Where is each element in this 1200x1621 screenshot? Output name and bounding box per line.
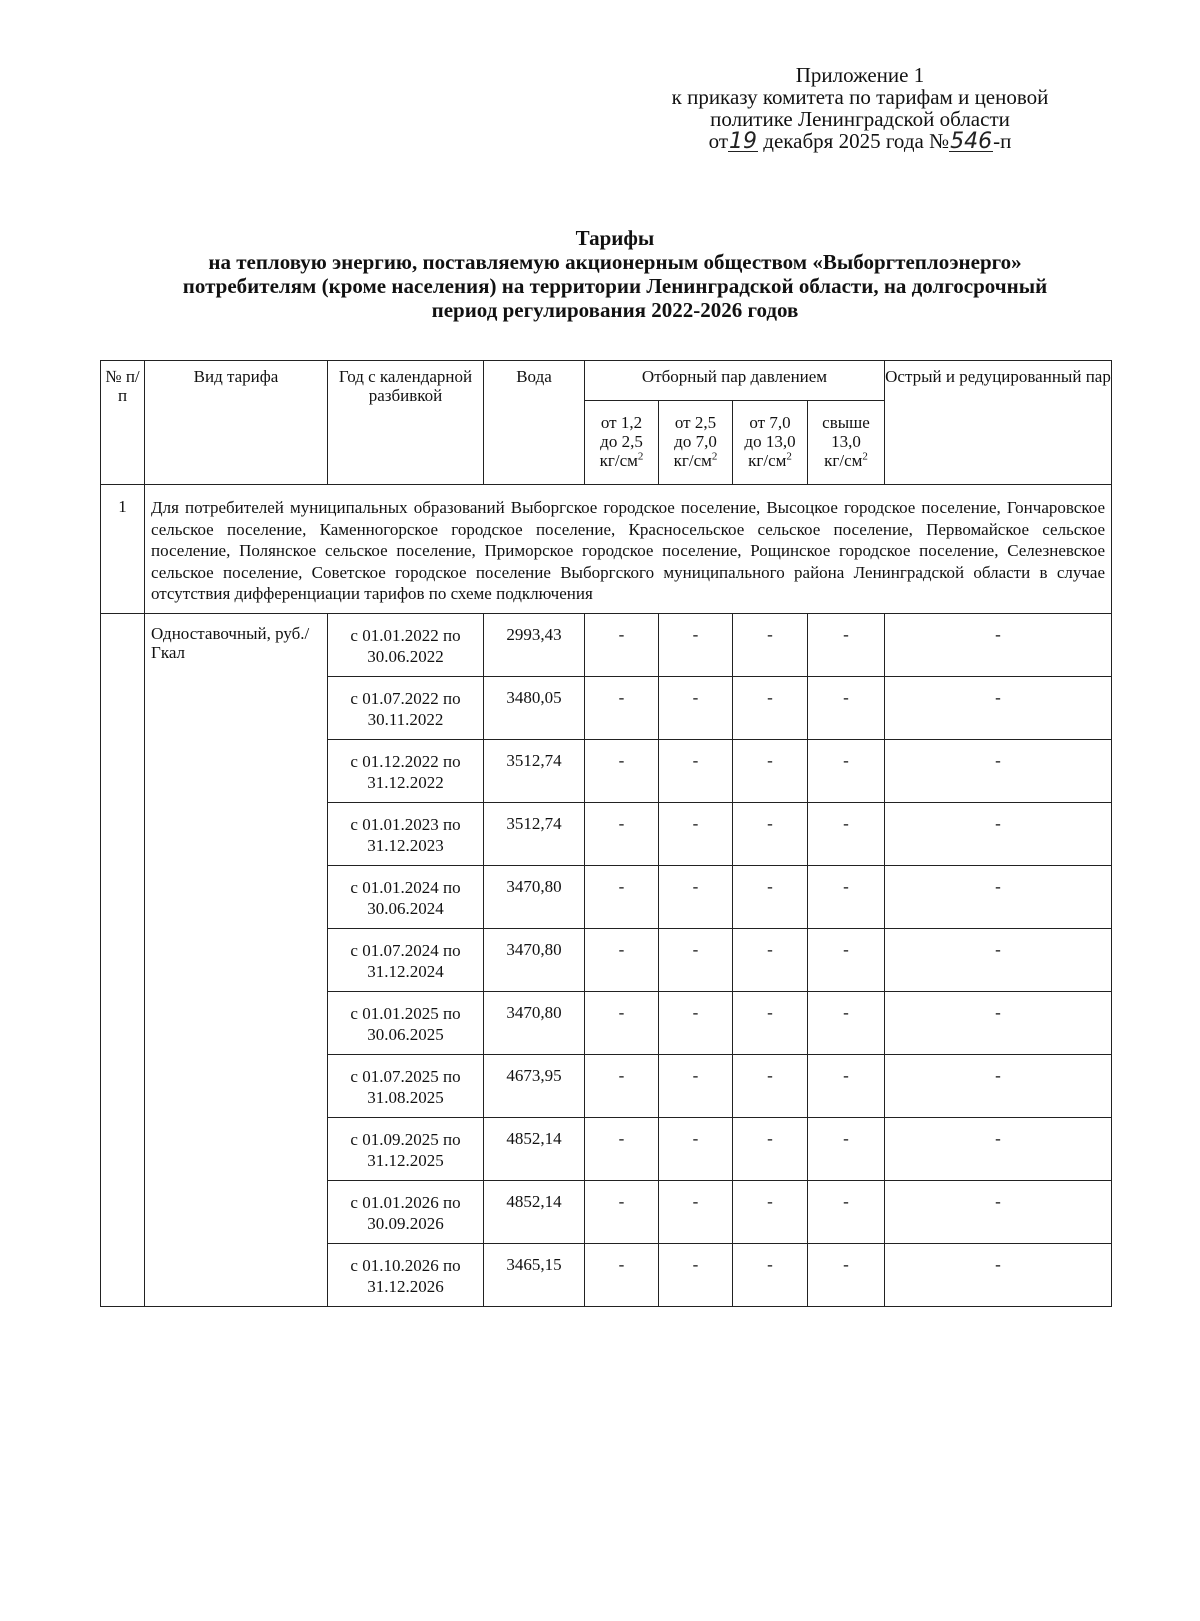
steam-value-cell: - — [659, 802, 733, 865]
header-pressure-line: до 13,0 — [744, 432, 796, 451]
period-cell — [328, 613, 484, 676]
group-num: 1 — [101, 485, 145, 614]
period-line: с 01.01.2022 по — [350, 625, 461, 645]
steam-value-cell: - — [733, 613, 808, 676]
period-cell — [328, 1054, 484, 1117]
header-pressure-unit — [659, 451, 732, 470]
unit-text: кг/см — [599, 451, 638, 470]
period-cell — [328, 676, 484, 739]
sharp-steam-value-cell: - — [885, 1180, 1112, 1243]
sharp-steam-value-cell: - — [885, 991, 1112, 1054]
title-line-3: потребителям (кроме населения) на территории Ленинградской области, на долгосрочный — [182, 274, 1048, 298]
steam-value-cell: - — [808, 802, 885, 865]
header-pressure-line: до 7,0 — [674, 432, 717, 451]
num-spacer-cell — [101, 613, 145, 1306]
order-suffix: -п — [993, 129, 1012, 153]
water-value-cell: 3465,15 — [484, 1243, 585, 1306]
sharp-steam-value-cell: - — [885, 865, 1112, 928]
period-line: 31.12.2024 — [367, 961, 444, 981]
steam-value-cell: - — [808, 1054, 885, 1117]
steam-value-cell: - — [808, 613, 885, 676]
appendix-header — [600, 64, 1120, 152]
tariff-type-cell: Одноставочный, руб./Гкал — [145, 613, 328, 1306]
steam-value-cell: - — [733, 802, 808, 865]
period-line: с 01.07.2022 по — [350, 688, 461, 708]
period-cell — [328, 865, 484, 928]
period-line: 31.12.2026 — [367, 1276, 444, 1296]
period-line: 31.12.2023 — [367, 835, 444, 855]
steam-value-cell: - — [659, 1117, 733, 1180]
steam-value-cell: - — [808, 928, 885, 991]
water-value-cell: 3512,74 — [484, 802, 585, 865]
steam-value-cell: - — [585, 865, 659, 928]
appendix-order-ref: к приказу комитета по тарифам и ценовой — [671, 85, 1049, 109]
header-water: Вода — [484, 361, 585, 485]
header-pressure-4 — [808, 401, 885, 485]
period-cell — [328, 802, 484, 865]
sharp-steam-value-cell: - — [885, 739, 1112, 802]
steam-value-cell: - — [585, 928, 659, 991]
steam-value-cell: - — [733, 1180, 808, 1243]
steam-value-cell: - — [585, 991, 659, 1054]
sharp-steam-value-cell: - — [885, 676, 1112, 739]
tariff-table — [100, 360, 1112, 1307]
water-value-cell: 4673,95 — [484, 1054, 585, 1117]
header-pressure-2 — [659, 401, 733, 485]
appendix-title: Приложение 1 — [795, 63, 925, 87]
period-cell — [328, 739, 484, 802]
header-pressure-unit — [808, 451, 884, 470]
steam-value-cell: - — [659, 1180, 733, 1243]
steam-value-cell: - — [733, 991, 808, 1054]
steam-value-cell: - — [659, 613, 733, 676]
steam-value-cell: - — [808, 991, 885, 1054]
steam-value-cell: - — [659, 865, 733, 928]
sharp-steam-value-cell: - — [885, 1054, 1112, 1117]
table-row — [101, 613, 1112, 676]
period-line: 31.12.2025 — [367, 1150, 444, 1170]
header-pressure-unit — [733, 451, 807, 470]
steam-value-cell: - — [585, 1180, 659, 1243]
handwritten-day: 19 — [729, 129, 758, 154]
period-line: 30.11.2022 — [367, 709, 444, 729]
document-title — [100, 226, 1130, 322]
steam-value-cell: - — [808, 1243, 885, 1306]
period-line: 30.06.2022 — [367, 646, 444, 666]
steam-value-cell: - — [808, 1117, 885, 1180]
header-pressure-1 — [585, 401, 659, 485]
steam-value-cell: - — [585, 1243, 659, 1306]
period-line: 30.09.2026 — [367, 1213, 444, 1233]
header-pressure-line: от 1,2 — [600, 413, 643, 432]
appendix-date-line — [600, 130, 1120, 152]
period-cell — [328, 1117, 484, 1180]
title-heading: Тарифы — [575, 226, 655, 250]
unit-superscript: 2 — [786, 450, 792, 463]
steam-value-cell: - — [808, 865, 885, 928]
unit-text: кг/см — [673, 451, 712, 470]
header-year: Год с календарной разбивкой — [328, 361, 484, 485]
title-line-2: на тепловую энергию, поставляемую акционерным обществом «Выборгтеплоэнерго» — [208, 250, 1022, 274]
steam-value-cell: - — [808, 739, 885, 802]
period-cell — [328, 991, 484, 1054]
handwritten-order-number: 546 — [950, 129, 993, 154]
steam-value-cell: - — [659, 928, 733, 991]
period-line: с 01.07.2024 по — [350, 940, 461, 960]
period-cell — [328, 1180, 484, 1243]
header-pressure-line: свыше — [822, 413, 870, 432]
water-value-cell: 3470,80 — [484, 865, 585, 928]
water-value-cell: 3480,05 — [484, 676, 585, 739]
unit-text: кг/см — [824, 451, 863, 470]
sharp-steam-value-cell: - — [885, 1117, 1112, 1180]
header-tariff-type: Вид тарифа — [145, 361, 328, 485]
steam-value-cell: - — [733, 1117, 808, 1180]
period-line: с 01.01.2024 по — [350, 877, 461, 897]
period-line: с 01.07.2025 по — [350, 1066, 461, 1086]
period-cell — [328, 928, 484, 991]
period-line: 30.06.2025 — [367, 1024, 444, 1044]
water-value-cell: 3512,74 — [484, 739, 585, 802]
sharp-steam-value-cell: - — [885, 613, 1112, 676]
water-value-cell: 4852,14 — [484, 1180, 585, 1243]
period-cell — [328, 1243, 484, 1306]
sharp-steam-value-cell: - — [885, 802, 1112, 865]
date-prefix: от — [708, 129, 729, 153]
date-month-year: декабря 2025 года № — [763, 129, 950, 153]
period-line: с 01.10.2026 по — [350, 1255, 461, 1275]
appendix-committee: политике Ленинградской области — [710, 107, 1010, 131]
steam-value-cell: - — [585, 1117, 659, 1180]
unit-superscript: 2 — [711, 450, 718, 463]
period-line: 30.06.2024 — [367, 898, 444, 918]
period-line: с 01.01.2025 по — [350, 1003, 461, 1023]
period-line: 31.12.2022 — [367, 772, 444, 792]
unit-text: кг/см — [748, 451, 787, 470]
period-line: с 01.01.2023 по — [350, 814, 461, 834]
steam-value-cell: - — [659, 1054, 733, 1117]
title-line-4: период регулирования 2022-2026 годов — [431, 298, 799, 322]
steam-value-cell: - — [733, 865, 808, 928]
period-line: с 01.01.2026 по — [350, 1192, 461, 1212]
header-num: № п/п — [101, 361, 145, 485]
water-value-cell: 4852,14 — [484, 1117, 585, 1180]
unit-superscript: 2 — [862, 450, 868, 463]
period-line: 31.08.2025 — [367, 1087, 444, 1107]
steam-value-cell: - — [659, 676, 733, 739]
steam-value-cell: - — [585, 613, 659, 676]
steam-value-cell: - — [585, 1054, 659, 1117]
header-pressure-line: от 2,5 — [674, 413, 717, 432]
header-pressure-line: 13,0 — [831, 432, 861, 451]
group-description: Для потребителей муниципальных образований Выборгское городское поселение, Высоцкое городское поселение, Гончаровское сельское поселение, Каменногорское городское поселение, Красносельское сельское поселение, Первомайское сельское поселение, Полянское сельское поселение, Приморское городское поселение, Рощинское городское поселение, Селезневское сельское поселение, Советское городское поселение Выборгского муниципального района Ленинградской области в случае отсутствия дифференциации тарифов по схеме подключения — [145, 485, 1112, 614]
steam-value-cell: - — [733, 676, 808, 739]
steam-value-cell: - — [733, 739, 808, 802]
steam-value-cell: - — [659, 1243, 733, 1306]
steam-value-cell: - — [659, 991, 733, 1054]
period-line: с 01.12.2022 по — [350, 751, 461, 771]
header-pressure-line: до 2,5 — [600, 432, 643, 451]
steam-value-cell: - — [659, 739, 733, 802]
header-pressure-line: от 7,0 — [749, 413, 791, 432]
steam-value-cell: - — [808, 676, 885, 739]
steam-value-cell: - — [585, 676, 659, 739]
period-line: с 01.09.2025 по — [350, 1129, 461, 1149]
steam-value-cell: - — [733, 928, 808, 991]
water-value-cell: 2993,43 — [484, 613, 585, 676]
steam-value-cell: - — [733, 1054, 808, 1117]
header-pressure-3 — [733, 401, 808, 485]
water-value-cell: 3470,80 — [484, 991, 585, 1054]
steam-value-cell: - — [808, 1180, 885, 1243]
water-value-cell: 3470,80 — [484, 928, 585, 991]
header-pressure-unit — [585, 451, 658, 470]
steam-value-cell: - — [585, 802, 659, 865]
sharp-steam-value-cell: - — [885, 928, 1112, 991]
steam-value-cell: - — [585, 739, 659, 802]
sharp-steam-value-cell: - — [885, 1243, 1112, 1306]
unit-superscript: 2 — [637, 450, 644, 463]
steam-value-cell: - — [733, 1243, 808, 1306]
header-selected-steam: Отборный пар давлением — [585, 361, 885, 401]
header-sharp-steam: Острый и редуцированный пар — [885, 361, 1112, 485]
